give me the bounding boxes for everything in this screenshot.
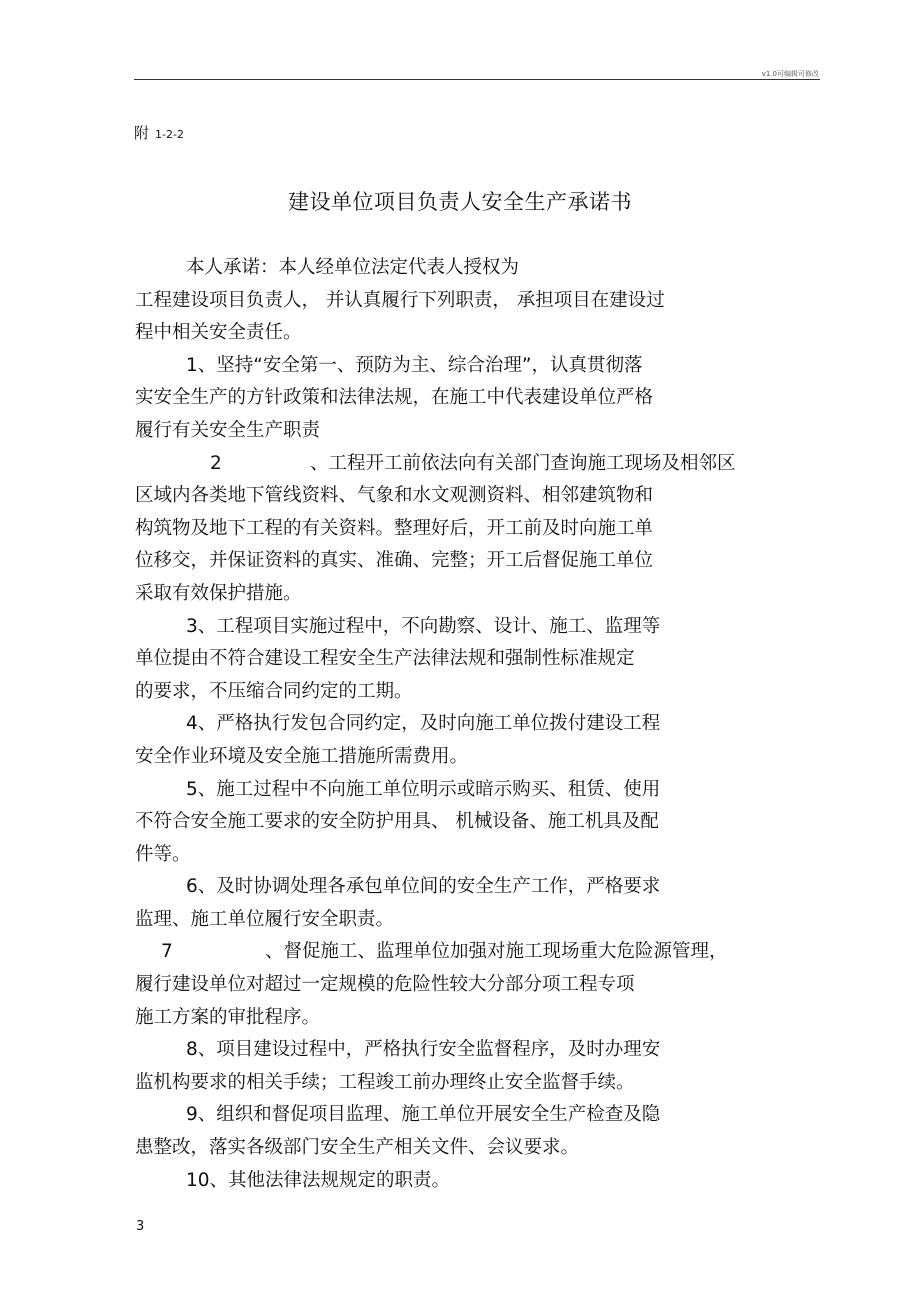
version-note: v1.0可编辑可修改 — [761, 70, 819, 78]
item-6-line: 6、及时协调处理各承包单位间的安全生产工作，严格要求 — [186, 876, 661, 898]
item-7-line: 履行建设单位对超过一定规模的危险性较大分部分项工程专项 — [135, 974, 635, 996]
item-8-line: 监机构要求的相关手续；工程竣工前办理终止安全监督手续。 — [135, 1071, 635, 1093]
intro-line: 本人承诺：本人经单位法定代表人授权为 — [186, 257, 520, 278]
page-number: 3 — [136, 1219, 145, 1234]
item-2-number: 2 — [210, 452, 222, 474]
item-1-line: 实安全生产的方针政策和法律法规，在施工中代表建设单位严格 — [135, 387, 654, 409]
item-5-line: 不符合安全施工要求的安全防护用具、 机械设备、施工机具及配 — [135, 811, 659, 833]
item-9-line: 患整改，落实各级部门安全生产相关文件、会议要求。 — [135, 1137, 580, 1159]
item-7-number: 7 — [161, 941, 173, 963]
item-7-text: 、督促施工、监理单位加强对施工现场重大危险源管理， — [265, 941, 728, 963]
item-2-line: 构筑物及地下工程的有关资料。整理好后，开工前及时向施工单 — [135, 517, 654, 539]
annex-number: 1-2-2 — [155, 128, 184, 141]
item-5-line: 件等。 — [135, 843, 191, 865]
item-2-line: 区域内各类地下管线资料、气象和水文观测资料、相邻建筑物和 — [135, 485, 654, 507]
item-2-first-line — [135, 448, 825, 481]
document-body — [135, 252, 825, 1197]
item-8-line: 8、项目建设过程中，严格执行安全监督程序，及时办理安 — [186, 1039, 661, 1061]
header-divider — [134, 79, 820, 80]
annex-prefix: 附 — [134, 124, 150, 142]
item-2-text: 、工程开工前依法向有关部门查询施工现场及相邻区 — [310, 452, 736, 474]
intro-line: 程中相关安全责任。 — [135, 322, 302, 344]
item-1-line: 1、坚持“安全第一、预防为主、综合治理”，认真贯彻落 — [186, 354, 643, 376]
annex-label — [134, 122, 184, 143]
item-7-first-line — [135, 936, 825, 969]
item-3-line: 3、工程项目实施过程中，不向勘察、设计、施工、监理等 — [186, 615, 661, 637]
item-2-line: 采取有效保护措施。 — [135, 582, 302, 604]
item-2-line: 位移交，并保证资料的真实、准确、完整；开工后督促施工单位 — [135, 550, 654, 572]
item-1-line: 履行有关安全生产职责 — [135, 419, 321, 441]
item-5-line: 5、施工过程中不向施工单位明示或暗示购买、租赁、使用 — [186, 778, 661, 800]
item-4-line: 4、严格执行发包合同约定，及时向施工单位拨付建设工程 — [186, 713, 661, 735]
intro-line: 工程建设项目负责人， 并认真履行下列职责， 承担项目在建设过 — [135, 289, 665, 311]
document-title: 建设单位项目负责人安全生产承诺书 — [288, 190, 632, 214]
item-3-line: 单位提由不符合建设工程安全生产法律法规和强制性标准规定 — [135, 648, 635, 670]
item-7-line: 施工方案的审批程序。 — [135, 1006, 321, 1028]
item-3-line: 的要求，不压缩合同约定的工期。 — [135, 680, 413, 702]
item-9-line: 9、组织和督促项目监理、施工单位开展安全生产检查及隐 — [186, 1104, 661, 1126]
item-6-line: 监理、施工单位履行安全职责。 — [135, 908, 395, 930]
item-4-line: 安全作业环境及安全施工措施所需费用。 — [135, 745, 469, 767]
item-10-line: 10、其他法律法规规定的职责。 — [186, 1169, 451, 1191]
